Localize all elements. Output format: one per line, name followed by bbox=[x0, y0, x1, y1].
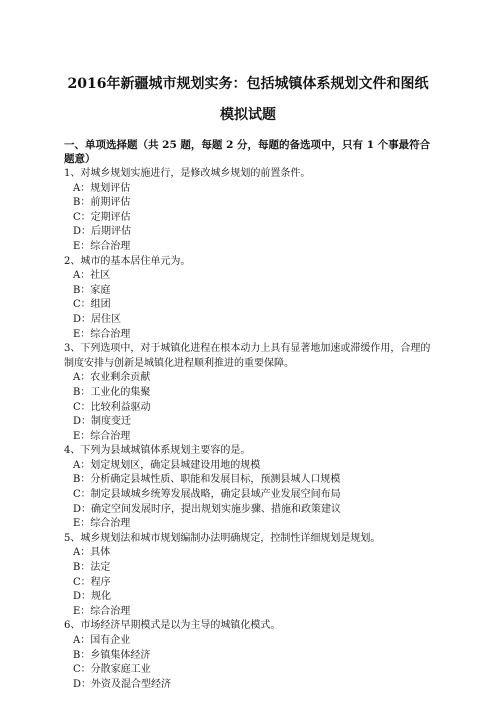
answer-option: A：规划评估 bbox=[73, 182, 131, 194]
question-stem: 1、对城乡规划实施进行，是修改城乡规划的前置条件。 bbox=[64, 168, 311, 179]
question-stem: 4、下列为县域城镇体系规划主要容的是。 bbox=[64, 445, 251, 457]
answer-option: E：综合治理 bbox=[73, 240, 131, 252]
answer-option: D：后期评估 bbox=[73, 226, 132, 238]
answer-option: A：国有企业 bbox=[73, 635, 131, 646]
document-title-line-2: 模拟试题 bbox=[220, 107, 276, 123]
question-stem: 2、城市的基本居住单元为。 bbox=[64, 255, 191, 267]
answer-option: D：制度变迁 bbox=[73, 416, 132, 428]
answer-option: D：居住区 bbox=[73, 313, 122, 325]
answer-option: C：比较利益驱动 bbox=[73, 401, 151, 413]
answer-option: A：划定规划区，确定县城建设用地的规模 bbox=[73, 459, 261, 471]
question-list bbox=[64, 167, 436, 692]
answer-option: E：综合治理 bbox=[73, 605, 131, 617]
answer-option: C：制定县域城乡统筹发展战略，确定县域产业发展空间布局 bbox=[73, 489, 341, 501]
section-heading: 一、单项选择题（共 25 题，每题 2 分，每题的备选项中，只有 1 个事最符合题意） bbox=[64, 139, 431, 165]
answer-option: B：工业化的集聚 bbox=[73, 386, 151, 398]
answer-option: B：分析确定县城性质、职能和发展目标，预测县城人口规模 bbox=[73, 474, 341, 486]
question-stem: 3、下列选项中，对于城镇化进程在根本动力上具有显著地加速或滞缓作用，合理的制度安排与创新是城镇化进程顺利推进的重要保障。 bbox=[64, 343, 431, 369]
question-stem: 6、市场经济早期模式是以为主导的城镇化模式。 bbox=[64, 620, 281, 632]
answer-option: D：规化 bbox=[73, 591, 112, 603]
answer-option: A：社区 bbox=[73, 270, 111, 282]
answer-option: B：前期评估 bbox=[73, 197, 131, 209]
answer-option: D：确定空间发展时序，提出规划实施步骤、措施和政策建议 bbox=[73, 503, 342, 515]
answer-option: B：家庭 bbox=[73, 284, 111, 296]
question-stem: 5、城乡规划法和城市规划编制办法明确规定，控制性详细规划是规划。 bbox=[64, 532, 381, 544]
answer-option: A：具体 bbox=[73, 547, 111, 559]
document-title-line-1: 2016年新疆城市规划实务：包括城镇体系规划文件和图纸 bbox=[67, 76, 429, 92]
answer-option: D：外资及混合型经济 bbox=[73, 678, 172, 690]
answer-option: C：定期评估 bbox=[73, 211, 131, 223]
answer-option: C：组团 bbox=[73, 299, 111, 311]
answer-option: E：综合治理 bbox=[73, 430, 131, 442]
answer-option: C：程序 bbox=[73, 576, 111, 588]
answer-option: C：分散家庭工业 bbox=[73, 664, 151, 676]
answer-option: E：综合治理 bbox=[73, 328, 131, 340]
answer-option: B：法定 bbox=[73, 562, 111, 574]
answer-option: E：综合治理 bbox=[73, 518, 131, 530]
answer-option: B：乡镇集体经济 bbox=[73, 649, 151, 661]
answer-option: A：农业剩余贡献 bbox=[73, 372, 151, 384]
